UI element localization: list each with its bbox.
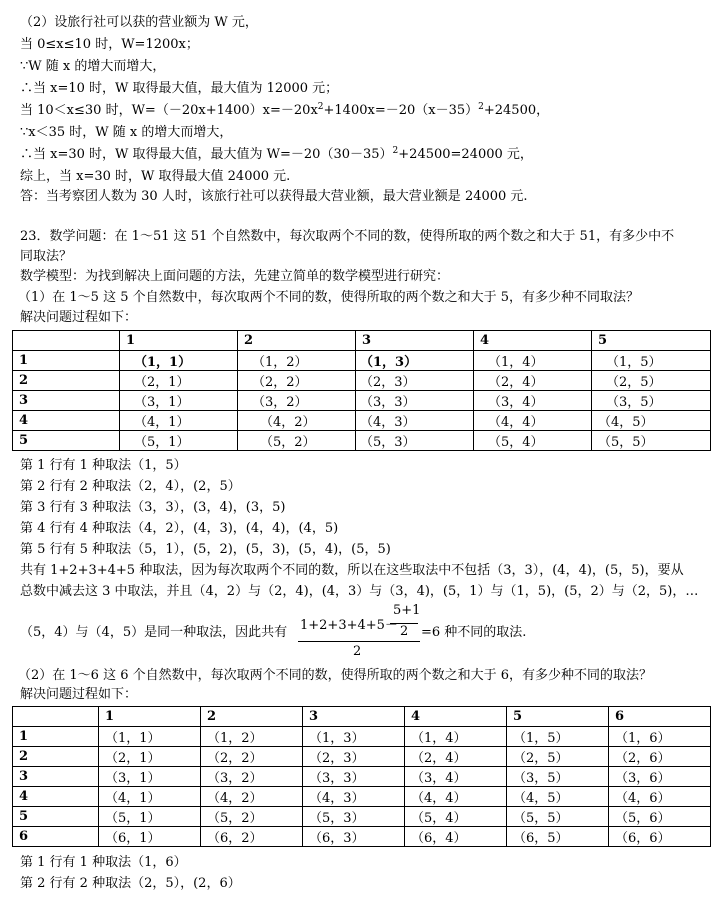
table-cell: 5 <box>507 707 609 727</box>
table-row <box>13 807 711 827</box>
answer-line: 答：当考察团人数为 30 人时，该旅行社可以获得最大营业额，最大营业额是 24000 元. <box>20 189 528 204</box>
row-description: 第 1 行有 1 种取法（1，6） <box>20 855 187 870</box>
table-cell <box>13 707 99 727</box>
pairs-table-2 <box>12 706 711 847</box>
table-header-row <box>13 707 711 727</box>
row-header: 5 <box>13 807 99 827</box>
table-cell: 2 <box>238 331 356 351</box>
table-cell: （4，3） <box>303 787 405 807</box>
table-row <box>13 371 711 391</box>
table-cell: （4，2） <box>201 787 303 807</box>
total-line: （5，4）与（4，5）是同一种取法，因此共有 <box>20 625 288 640</box>
table-cell: （3，4） <box>474 391 592 411</box>
table-cell: （5，3） <box>303 807 405 827</box>
table-cell: （1，2） <box>238 351 356 371</box>
table-cell: （6，1） <box>99 827 201 847</box>
text-segment: +24500， <box>483 103 550 118</box>
superscript: 2 <box>392 146 399 156</box>
table-cell: （4，3） <box>356 411 474 431</box>
table-cell: 5 <box>592 331 711 351</box>
fraction-bar <box>298 641 420 642</box>
table-cell: （3，6） <box>609 767 711 787</box>
table-cell: （3，3） <box>356 391 474 411</box>
table-row <box>13 747 711 767</box>
table-cell: 1 <box>120 331 238 351</box>
text-segment: +1400x=－20（x－35） <box>323 103 479 118</box>
table-cell: 3 <box>356 331 474 351</box>
table-cell: （5，2） <box>238 431 356 451</box>
table-cell: （4，2） <box>238 411 356 431</box>
table-cell: （5，5） <box>592 431 711 451</box>
fraction-denominator: 2 <box>353 644 362 659</box>
table-cell: （1，3） <box>303 727 405 747</box>
table-cell: （5，1） <box>120 431 238 451</box>
row-header: 3 <box>13 391 120 411</box>
text-line <box>20 102 549 120</box>
table-cell: 1 <box>99 707 201 727</box>
table-cell: （4，1） <box>120 411 238 431</box>
question-title: 23．数学问题：在 1～51 这 51 个自然数中，每次取两个不同的数，使得所取的两个数之和大于 51，有多少中不 <box>20 229 675 244</box>
table-cell: （1，2） <box>201 727 303 747</box>
table-cell: （6，2） <box>201 827 303 847</box>
table-cell: （6，4） <box>405 827 507 847</box>
table-cell: （2，2） <box>238 371 356 391</box>
table-cell: （1，4） <box>474 351 592 371</box>
row-header: 3 <box>13 767 99 787</box>
table-cell: （5，6） <box>609 807 711 827</box>
table-cell: 4 <box>474 331 592 351</box>
table-cell: （2，3） <box>356 371 474 391</box>
row-header: 5 <box>13 431 120 451</box>
question-title: 同取法？ <box>20 249 73 264</box>
table-cell: （3，5） <box>507 767 609 787</box>
table-cell: （3，4） <box>405 767 507 787</box>
text-line: ∴当 x=10 时，W 取得最大值，最大值为 12000 元； <box>20 81 339 96</box>
table-cell: （1，5） <box>592 351 711 371</box>
table-cell: （5，5） <box>507 807 609 827</box>
row-description: 第 5 行有 5 种取法（5，1），(5，2)，(5，3)，(5，4)，(5，5) <box>20 542 391 557</box>
table-cell: （1，1） <box>120 351 238 371</box>
row-description: 第 2 行有 2 种取法（2，5），(2，6） <box>20 876 241 891</box>
text-line: ∵W 随 x 的增大而增大， <box>20 59 166 74</box>
text-line: 综上，当 x=30 时，W 取得最大值 24000 元. <box>20 169 291 184</box>
total-line: 共有 1+2+3+4+5 种取法，因为每次取两个不同的数，所以在这些取法中不包括（3，3），(4，4)，(5，5)，要从 <box>20 563 684 578</box>
table-cell: （5，4） <box>474 431 592 451</box>
table-cell: （5，1） <box>99 807 201 827</box>
process-label: 解决问题过程如下： <box>20 687 138 702</box>
table-cell: （4，4） <box>405 787 507 807</box>
table-cell: （6，5） <box>507 827 609 847</box>
text-segment: ∴当 x=30 时，W 取得最大值，最大值为 W=－20（30－35） <box>20 147 393 162</box>
model-line: 数学模型：为找到解决上面问题的方法，先建立简单的数学模型进行研究： <box>20 269 450 284</box>
total-line: 总数中减去这 3 中取法，并且（4，2）与（2，4)，(4，3）与（3，4)，(5，1）与（1，5)，(5，2）与（2，5)，… <box>20 584 699 599</box>
row-description: 第 3 行有 3 种取法（3，3），(3，4)，(3，5) <box>20 500 286 515</box>
table-cell: （4，1） <box>99 787 201 807</box>
table-row <box>13 411 711 431</box>
table-cell: （4，6） <box>609 787 711 807</box>
table-cell: （2，4） <box>405 747 507 767</box>
table-cell: （3，1） <box>120 391 238 411</box>
table-cell: （4，5） <box>592 411 711 431</box>
text-segment: 当 10＜x≤30 时，W=（－20x+1400）x=－20x <box>20 103 318 118</box>
table-cell: （1，5） <box>507 727 609 747</box>
table-cell: （1，3） <box>356 351 474 371</box>
row-header: 2 <box>13 747 99 767</box>
table-cell: （2，1） <box>120 371 238 391</box>
table-cell: （2，5） <box>507 747 609 767</box>
table-cell: （3，1） <box>99 767 201 787</box>
table-cell: （2，2） <box>201 747 303 767</box>
table-cell: （2，6） <box>609 747 711 767</box>
table-cell: （1，6） <box>609 727 711 747</box>
table-cell: （3，5） <box>592 391 711 411</box>
subquestion-1: （1）在 1～5 这 5 个自然数中，每次取两个不同的数，使得所取的两个数之和大于 5，有多少种不同取法？ <box>18 290 640 305</box>
table-header-row <box>13 331 711 351</box>
row-header: 1 <box>13 351 120 371</box>
text-line: 当 0≤x≤10 时，W=1200x； <box>20 37 199 52</box>
row-header: 6 <box>13 827 99 847</box>
inner-fraction-numerator: 5+1 <box>393 603 421 618</box>
row-header: 1 <box>13 727 99 747</box>
table-row <box>13 391 711 411</box>
text-line <box>20 146 533 164</box>
table-cell: （2，1） <box>99 747 201 767</box>
table-cell: （1，4） <box>405 727 507 747</box>
fraction-numerator: 1+2+3+4+5－ <box>300 618 398 633</box>
table-row <box>13 727 711 747</box>
table-cell: （5，4） <box>405 807 507 827</box>
row-description: 第 2 行有 2 种取法（2，4），(2，5） <box>20 479 241 494</box>
table-cell <box>13 331 120 351</box>
inner-fraction-denominator: 2 <box>400 624 409 639</box>
table-cell: （4，4） <box>474 411 592 431</box>
table-cell: （6，6） <box>609 827 711 847</box>
table-cell: （5，2） <box>201 807 303 827</box>
table-cell: 2 <box>201 707 303 727</box>
table-row <box>13 351 711 371</box>
table-cell: （2，4） <box>474 371 592 391</box>
table-cell: 4 <box>405 707 507 727</box>
text-line: （2）设旅行社可以获的营业额为 W 元， <box>20 15 258 30</box>
row-header: 4 <box>13 787 99 807</box>
total-line: =6 种不同的取法. <box>421 625 527 640</box>
row-header: 4 <box>13 411 120 431</box>
table-row <box>13 767 711 787</box>
table-cell: 3 <box>303 707 405 727</box>
table-cell: （3，2） <box>201 767 303 787</box>
table-row <box>13 431 711 451</box>
text-line: ∵x＜35 时，W 随 x 的增大而增大， <box>20 125 233 140</box>
superscript: 2 <box>478 102 484 112</box>
row-header: 2 <box>13 371 120 391</box>
row-description: 第 4 行有 4 种取法（4，2），(4，3)，(4，4)，(4，5) <box>20 521 339 536</box>
row-description: 第 1 行有 1 种取法（1，5） <box>20 458 187 473</box>
table-cell: （3，2） <box>238 391 356 411</box>
text-segment: +24500=24000 元， <box>398 147 533 162</box>
table-cell: （6，3） <box>303 827 405 847</box>
superscript: 2 <box>317 102 324 112</box>
table-row <box>13 827 711 847</box>
table-cell: （1，1） <box>99 727 201 747</box>
table-row <box>13 787 711 807</box>
table-cell: （2，3） <box>303 747 405 767</box>
subquestion-2: （2）在 1～6 这 6 个自然数中，每次取两个不同的数，使得所取的两个数之和大于 6，有多少种不同的取法？ <box>18 668 653 683</box>
table-cell: （3，3） <box>303 767 405 787</box>
table-cell: （5，3） <box>356 431 474 451</box>
table-cell: （4，5） <box>507 787 609 807</box>
table-cell: （2，5） <box>592 371 711 391</box>
process-label: 解决问题过程如下： <box>20 310 138 325</box>
table-cell: 6 <box>609 707 711 727</box>
pairs-table-1 <box>12 330 711 451</box>
